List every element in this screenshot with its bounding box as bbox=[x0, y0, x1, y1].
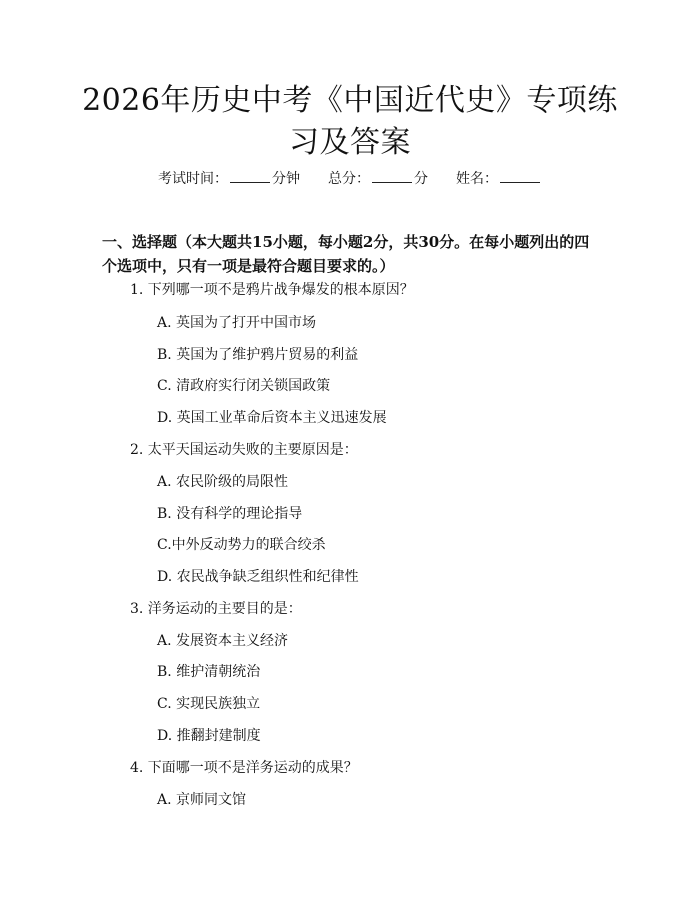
time-unit: 分钟 bbox=[272, 171, 300, 187]
question-2-option-b: B. 没有科学的理论指导 bbox=[157, 506, 303, 522]
time-label: 考试时间： bbox=[158, 171, 228, 187]
score-unit: 分 bbox=[414, 171, 428, 187]
question-3-option-a: A. 发展资本主义经济 bbox=[157, 633, 289, 649]
question-3: 3. 洋务运动的主要目的是： bbox=[130, 601, 302, 617]
document-title: 2026年历史中考《中国近代史》专项练习及答案 bbox=[82, 83, 618, 160]
score-label: 总分： bbox=[328, 171, 370, 187]
time-blank bbox=[230, 168, 270, 183]
question-4-option-a: A. 京师同文馆 bbox=[157, 792, 247, 808]
question-3-option-b: B. 维护清朝统治 bbox=[157, 664, 261, 680]
question-2-option-d: D. 农民战争缺乏组织性和纪律性 bbox=[157, 569, 359, 585]
question-2: 2. 太平天国运动失败的主要原因是： bbox=[130, 442, 358, 458]
question-1-option-c: C. 清政府实行闭关锁国政策 bbox=[157, 378, 331, 394]
question-1-option-b: B. 英国为了维护鸦片贸易的利益 bbox=[157, 347, 359, 363]
question-2-option-c: C.中外反动势力的联合绞杀 bbox=[157, 537, 326, 553]
question-1: 1. 下列哪一项不是鸦片战争爆发的根本原因？ bbox=[130, 282, 414, 298]
question-1-option-d: D. 英国工业革命后资本主义迅速发展 bbox=[157, 410, 387, 426]
exam-meta-line bbox=[0, 168, 700, 189]
section-heading: 一、选择题（本大题共15小题，每小题2分，共30分。在每小题列出的四个选项中，只有一项是最符合题目要求的。） bbox=[102, 233, 590, 275]
name-label: 姓名： bbox=[456, 171, 498, 187]
score-blank bbox=[372, 168, 412, 183]
name-blank bbox=[500, 168, 540, 183]
question-3-option-c: C. 实现民族独立 bbox=[157, 696, 261, 712]
question-3-option-d: D. 推翻封建制度 bbox=[157, 728, 261, 744]
question-4: 4. 下面哪一项不是洋务运动的成果？ bbox=[130, 760, 358, 776]
question-1-option-a: A. 英国为了打开中国市场 bbox=[157, 315, 317, 331]
question-2-option-a: A. 农民阶级的局限性 bbox=[157, 474, 289, 490]
